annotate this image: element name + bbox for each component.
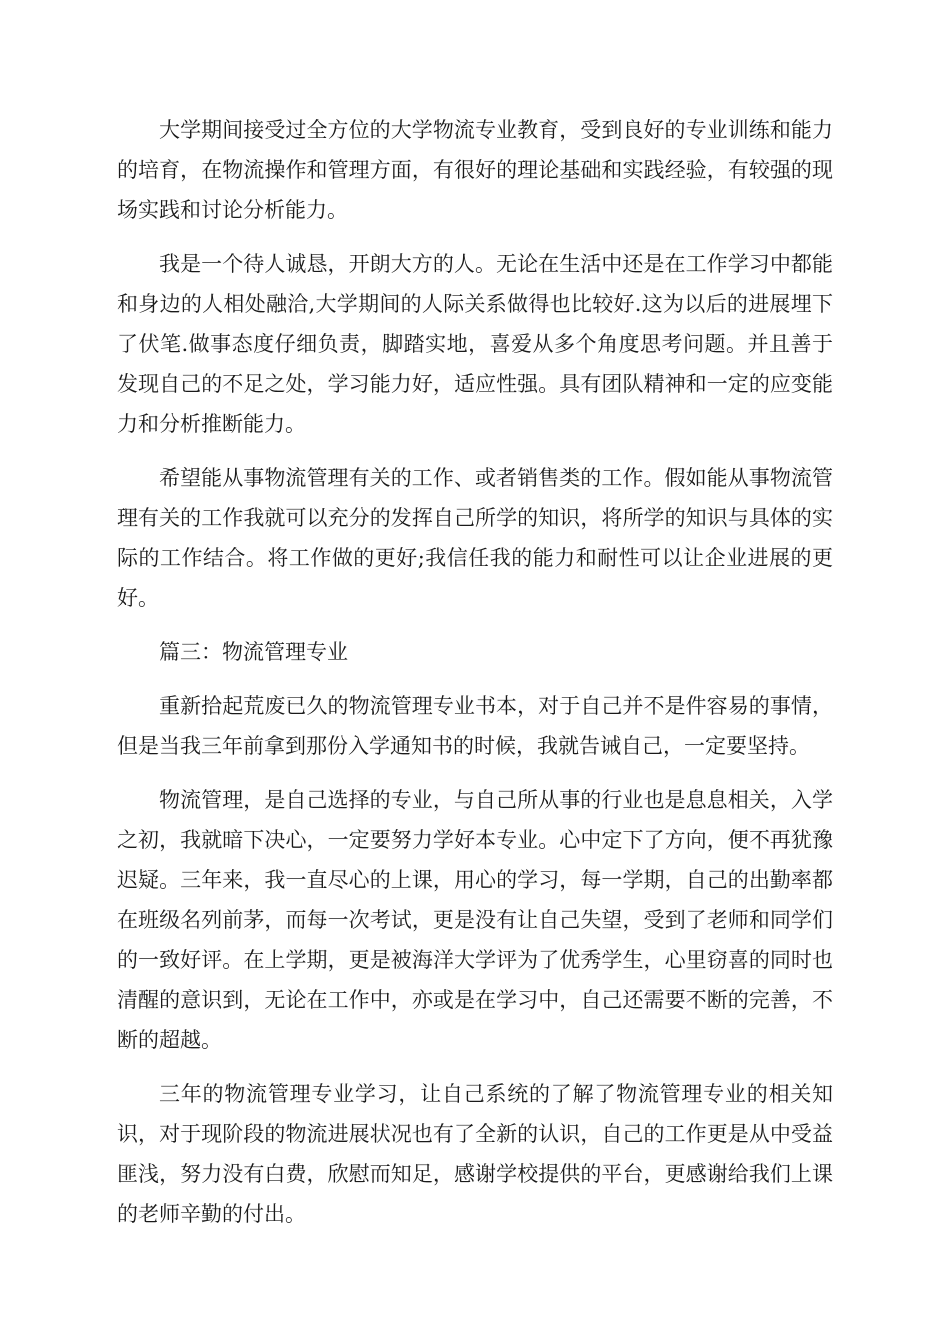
paragraph-three-years: 三年的物流管理专业学习，让自己系统的了解了物流管理专业的相关知识，对于现阶段的物流进展状况也有了全新的认识，自己的工作更是从中受益匪浅，努力没有白费，欣慰而知足，感谢学校提供的平台，更感谢给我们上课的老师辛勤的付出。 — [117, 1082, 833, 1226]
document-page — [117, 110, 833, 1248]
section-heading: 篇三：物流管理专业 — [159, 640, 348, 664]
paragraph-personality: 我是一个待人诚恳，开朗大方的人。无论在生活中还是在工作学习中都能和身边的人相处融洽,大学期间的人际关系做得也比较好.这为以后的进展埋下了伏笔.做事态度仔细负责，脚踏实地，喜爱从多个角度思考问题。并且善于发现自己的不足之处，学习能力好，适应性强。具有团队精神和一定的应变能力和分析推断能力。 — [117, 252, 833, 436]
paragraph-major-choice: 物流管理，是自己选择的专业，与自己所从事的行业也是息息相关，入学之初，我就暗下决心，一定要努力学好本专业。心中定下了方向，便不再犹豫迟疑。三年来，我一直尽心的上课，用心的学习，每一学期，自己的出勤率都在班级名列前茅，而每一次考试，更是没有让自己失望，受到了老师和同学们的一致好评。在上学期，更是被海洋大学评为了优秀学生，心里窃喜的同时也清醒的意识到，无论在工作中，亦或是在学习中，自己还需要不断的完善，不断的超越。 — [117, 788, 833, 1052]
paragraph-career-goal: 希望能从事物流管理有关的工作、或者销售类的工作。假如能从事物流管理有关的工作我就可以充分的发挥自己所学的知识，将所学的知识与具体的实际的工作结合。将工作做的更好;我信任我的能力和耐性可以让企业进展的更好。 — [117, 466, 833, 610]
paragraph-education: 大学期间接受过全方位的大学物流专业教育，受到良好的专业训练和能力的培育，在物流操作和管理方面，有很好的理论基础和实践经验，有较强的现场实践和讨论分析能力。 — [117, 118, 833, 222]
paragraph-resume-study: 重新拾起荒废已久的物流管理专业书本，对于自己并不是件容易的事情，但是当我三年前拿到那份入学通知书的时候，我就告诫自己，一定要坚持。 — [117, 694, 833, 758]
